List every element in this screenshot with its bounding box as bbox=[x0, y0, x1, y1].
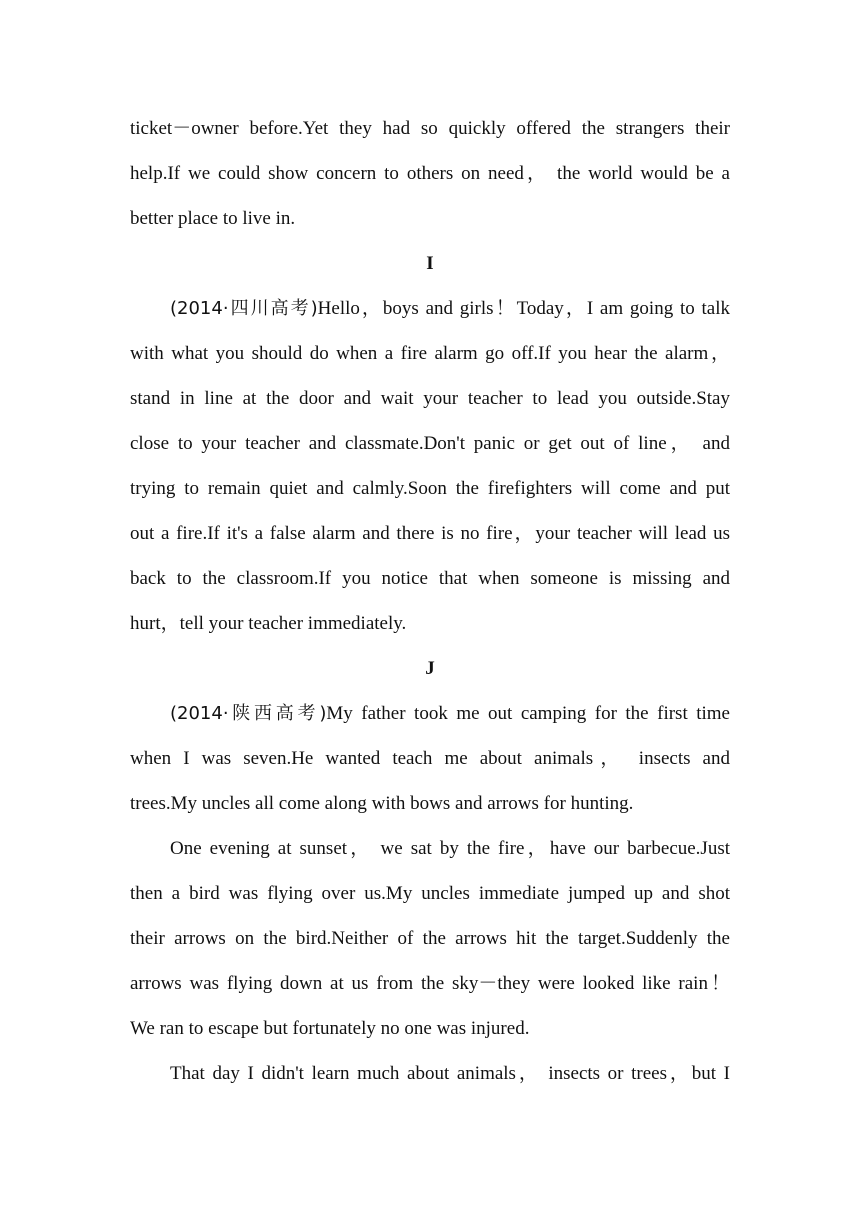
text-line: We ran to escape but fortunately no one was injured. bbox=[130, 1018, 530, 1039]
text-line: then a bird was flying over us.My uncles immediate jumped up and shot bbox=[130, 883, 730, 904]
section-heading-i: I bbox=[426, 253, 434, 274]
text-span: My father took me out camping for the first time bbox=[326, 703, 730, 724]
text-line: arrows was flying down at us from the sky－they were looked like rain！ bbox=[130, 973, 730, 994]
text-line: close to your teacher and classmate.Don't panic or get out of line， and bbox=[130, 433, 730, 454]
text-line: with what you should do when a fire alarm go off.If you hear the alarm， bbox=[130, 343, 730, 364]
source-label: (2014·四川高考) bbox=[170, 298, 318, 319]
text-line: when I was seven.He wanted teach me about animals， insects and bbox=[130, 748, 730, 769]
text-line: help.If we could show concern to others on need， the world would be a bbox=[130, 163, 730, 184]
text-line: better place to live in. bbox=[130, 208, 296, 229]
document-page bbox=[130, 106, 730, 1096]
text-line: out a fire.If it's a false alarm and there is no fire，your teacher will lead us bbox=[130, 523, 730, 544]
section-j-first-line bbox=[130, 691, 730, 736]
text-line: trying to remain quiet and calmly.Soon the firefighters will come and put bbox=[130, 478, 730, 499]
source-label: (2014·陕西高考) bbox=[170, 703, 327, 724]
section-heading-j: J bbox=[425, 658, 435, 679]
text-span: Hello，boys and girls！Today，I am going to talk bbox=[317, 298, 730, 319]
text-line: trees.My uncles all come along with bows and arrows for hunting. bbox=[130, 793, 634, 814]
paragraph-first-line: That day I didn't learn much about animals， insects or trees，but I bbox=[170, 1063, 730, 1084]
text-line: stand in line at the door and wait your teacher to lead you outside.Stay bbox=[130, 388, 730, 409]
section-i-first-line bbox=[130, 286, 730, 331]
text-line: their arrows on the bird.Neither of the arrows hit the target.Suddenly the bbox=[130, 928, 730, 949]
text-line: ticket－owner before.Yet they had so quickly offered the strangers their bbox=[130, 118, 730, 139]
text-line: hurt，tell your teacher immediately. bbox=[130, 613, 407, 634]
paragraph-first-line: One evening at sunset， we sat by the fire，have our barbecue.Just bbox=[170, 838, 730, 859]
text-line: back to the classroom.If you notice that when someone is missing and bbox=[130, 568, 730, 589]
